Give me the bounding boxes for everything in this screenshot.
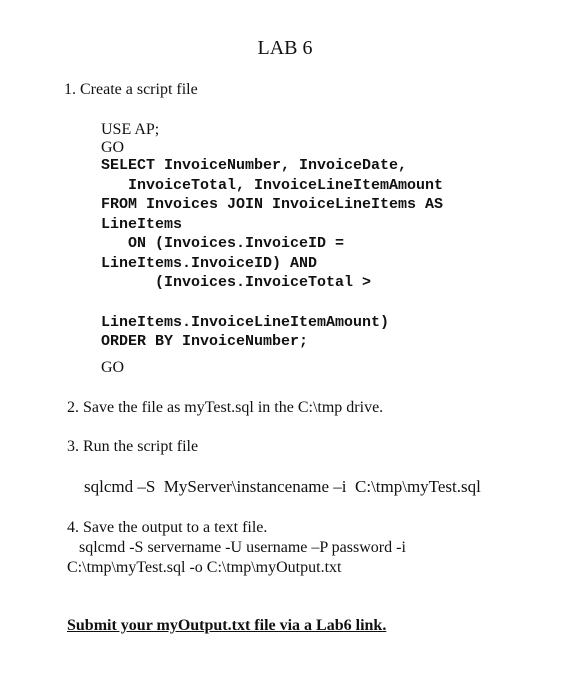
sql-line: LineItems.InvoiceID) AND [101, 255, 318, 272]
step1-heading: 1. Create a script file [64, 81, 198, 98]
step3-command: sqlcmd –S MyServer\instancename –i C:\tmp\myTest.sql [84, 477, 481, 496]
sql-line: (Invoices.InvoiceTotal > [101, 274, 372, 291]
script-line-use: USE AP; [101, 121, 160, 138]
sql-line: LineItems.InvoiceLineItemAmount) [101, 314, 390, 331]
sql-line: ON (Invoices.InvoiceID = [101, 235, 345, 252]
step2-text: 2. Save the file as myTest.sql in the C:\tmp drive. [67, 399, 384, 416]
script-line-go: GO [101, 139, 125, 156]
sql-line: ORDER BY InvoiceNumber; [101, 333, 309, 350]
page-title: LAB 6 [257, 37, 313, 59]
script-line-final-go: GO [101, 359, 125, 376]
step4-command-line2: C:\tmp\myTest.sql -o C:\tmp\myOutput.txt [67, 559, 342, 576]
step4-command-line1: sqlcmd -S servername -U username –P password -i [67, 539, 406, 556]
sql-line: FROM Invoices JOIN InvoiceLineItems AS [101, 196, 444, 213]
submit-instruction: Submit your myOutput.txt file via a Lab6 link. [67, 617, 387, 634]
step3-heading: 3. Run the script file [67, 438, 199, 455]
sql-line: SELECT InvoiceNumber, InvoiceDate, [101, 157, 408, 174]
sql-line: LineItems [101, 216, 183, 233]
step4-heading: 4. Save the output to a text file. [67, 519, 268, 536]
sql-line: InvoiceTotal, InvoiceLineItemAmount [101, 177, 444, 194]
